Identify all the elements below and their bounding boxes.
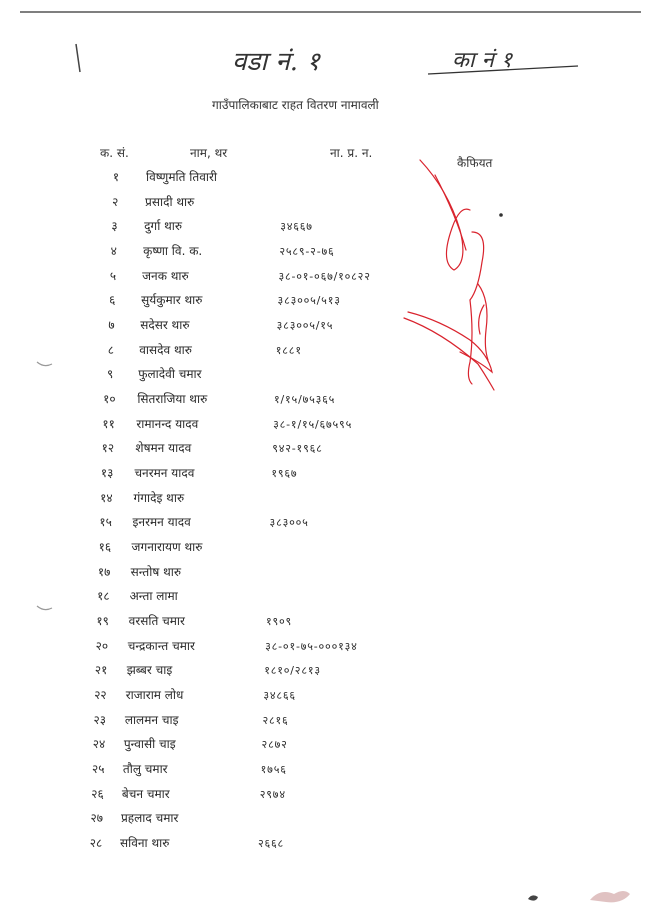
beneficiary-name: रामानन्द यादव [136, 416, 199, 431]
beneficiary-name: झब्बर चाइ [126, 663, 173, 678]
citizenship-number: ३४८६६ [263, 689, 296, 702]
serial-number: १९ [96, 614, 109, 628]
citizenship-number: ३८३००५ [269, 516, 309, 530]
office-number-handwritten: का नं १ [452, 48, 513, 73]
column-header-serial: क. सं. [100, 146, 129, 160]
beneficiary-name: लालमन चाइ [124, 712, 179, 727]
serial-number: २८ [89, 836, 103, 850]
beneficiary-name: तौलु चमार [122, 762, 168, 776]
ward-number-handwritten: वडा नं. १ [232, 47, 320, 77]
beneficiary-name: इनरमन यादव [132, 515, 191, 530]
beneficiary-name: सुर्यकुमार थारु [141, 293, 203, 308]
citizenship-number: ३८३००५/५१३ [277, 294, 341, 308]
serial-number: २२ [94, 688, 107, 702]
citizenship-number: १८१०/२८१३ [264, 664, 321, 678]
beneficiary-name: सदेसर थारु [140, 318, 190, 332]
citizenship-number: २८१६ [262, 713, 289, 727]
citizenship-number: ३८-०१-७५-०००१३४ [265, 639, 358, 653]
beneficiary-name: सन्तोष थारु [130, 564, 182, 579]
serial-number: ४ [110, 244, 117, 258]
serial-number: २४ [92, 737, 106, 752]
serial-number: १ [112, 170, 120, 184]
beneficiary-name: सितराजिया थारु [137, 392, 208, 406]
beneficiary-name: कृष्णा वि. क. [143, 244, 203, 258]
serial-number: २ [112, 194, 119, 209]
beneficiary-name: गंगादेइ थारु [133, 490, 185, 505]
serial-number: २० [95, 638, 109, 653]
citizenship-number: २९७४ [259, 787, 286, 801]
serial-number: २३ [93, 712, 106, 727]
citizenship-number: ९४२-१९६८ [272, 442, 323, 456]
serial-number: १६ [98, 540, 112, 554]
beneficiary-name: अन्ता लामा [129, 589, 178, 604]
beneficiary-name: राजाराम लोध [125, 688, 184, 702]
citizenship-number: १९६७ [271, 467, 298, 480]
beneficiary-name: वरसति चमार [128, 614, 185, 628]
column-header-citizenship: ना. प्र. न. [330, 146, 373, 160]
citizenship-number: ३८-०१-०६७/१०८२२ [278, 269, 371, 283]
citizenship-number: ३८-१/१५/६७५९५ [273, 417, 353, 431]
serial-number: १८ [97, 589, 110, 604]
serial-number: १४ [100, 490, 113, 505]
serial-number: १२ [101, 441, 115, 456]
column-header-remarks: कैफियत [457, 156, 493, 170]
column-header-name: नाम, थर [190, 146, 228, 160]
serial-number: ५ [109, 268, 117, 283]
page-title: गाउँपालिकाबाट राहत वितरण नामावली [212, 98, 379, 112]
beneficiary-name: पुन्वासी चाइ [123, 737, 176, 752]
citizenship-number: ३४६६७ [280, 220, 313, 234]
beneficiary-name: दुर्गा थारु [144, 219, 183, 234]
serial-number: ७ [108, 318, 115, 332]
citizenship-number: २५८९-२-७६ [279, 245, 335, 258]
serial-number: २१ [94, 663, 108, 678]
beneficiary-name: विष्णुमति तिवारी [146, 170, 218, 184]
serial-number: २५ [91, 762, 105, 776]
beneficiary-name: चनरमन यादव [134, 466, 195, 480]
citizenship-number: १७५६ [260, 763, 287, 776]
serial-number: १५ [99, 515, 112, 530]
citizenship-number: २८७२ [261, 738, 288, 752]
citizenship-number: २६६८ [258, 837, 285, 850]
beneficiary-name: सविना थारु [120, 836, 170, 850]
beneficiary-name: शेषमन यादव [135, 441, 192, 456]
beneficiary-name: फुलादेवी चमार [138, 367, 202, 382]
serial-number: २७ [90, 811, 103, 826]
citizenship-number: १/१५/७५३६५ [274, 393, 336, 406]
serial-number: ९ [106, 367, 114, 382]
beneficiary-name: चन्द्रकान्त चमार [127, 638, 195, 653]
serial-number: ३ [111, 219, 118, 234]
beneficiary-name: वासदेव थारु [139, 342, 192, 357]
serial-number: १७ [97, 564, 111, 579]
citizenship-number: ३८३००५/१५ [276, 319, 334, 332]
beneficiary-name: बेचन चमार [121, 786, 170, 801]
serial-number: ६ [109, 293, 116, 308]
beneficiary-name: प्रसादी थारु [145, 194, 195, 209]
serial-number: १० [103, 392, 116, 406]
beneficiary-name: जगनारायण थारु [131, 540, 203, 554]
serial-number: ११ [102, 416, 115, 431]
citizenship-number: १८८१ [275, 343, 302, 357]
serial-number: ८ [107, 342, 114, 357]
serial-number: १३ [100, 466, 114, 480]
beneficiary-name: प्रहलाद चमार [120, 811, 179, 826]
citizenship-number: १९०९ [266, 615, 293, 628]
serial-number: २६ [91, 786, 104, 801]
beneficiary-name: जनक थारु [142, 268, 189, 283]
